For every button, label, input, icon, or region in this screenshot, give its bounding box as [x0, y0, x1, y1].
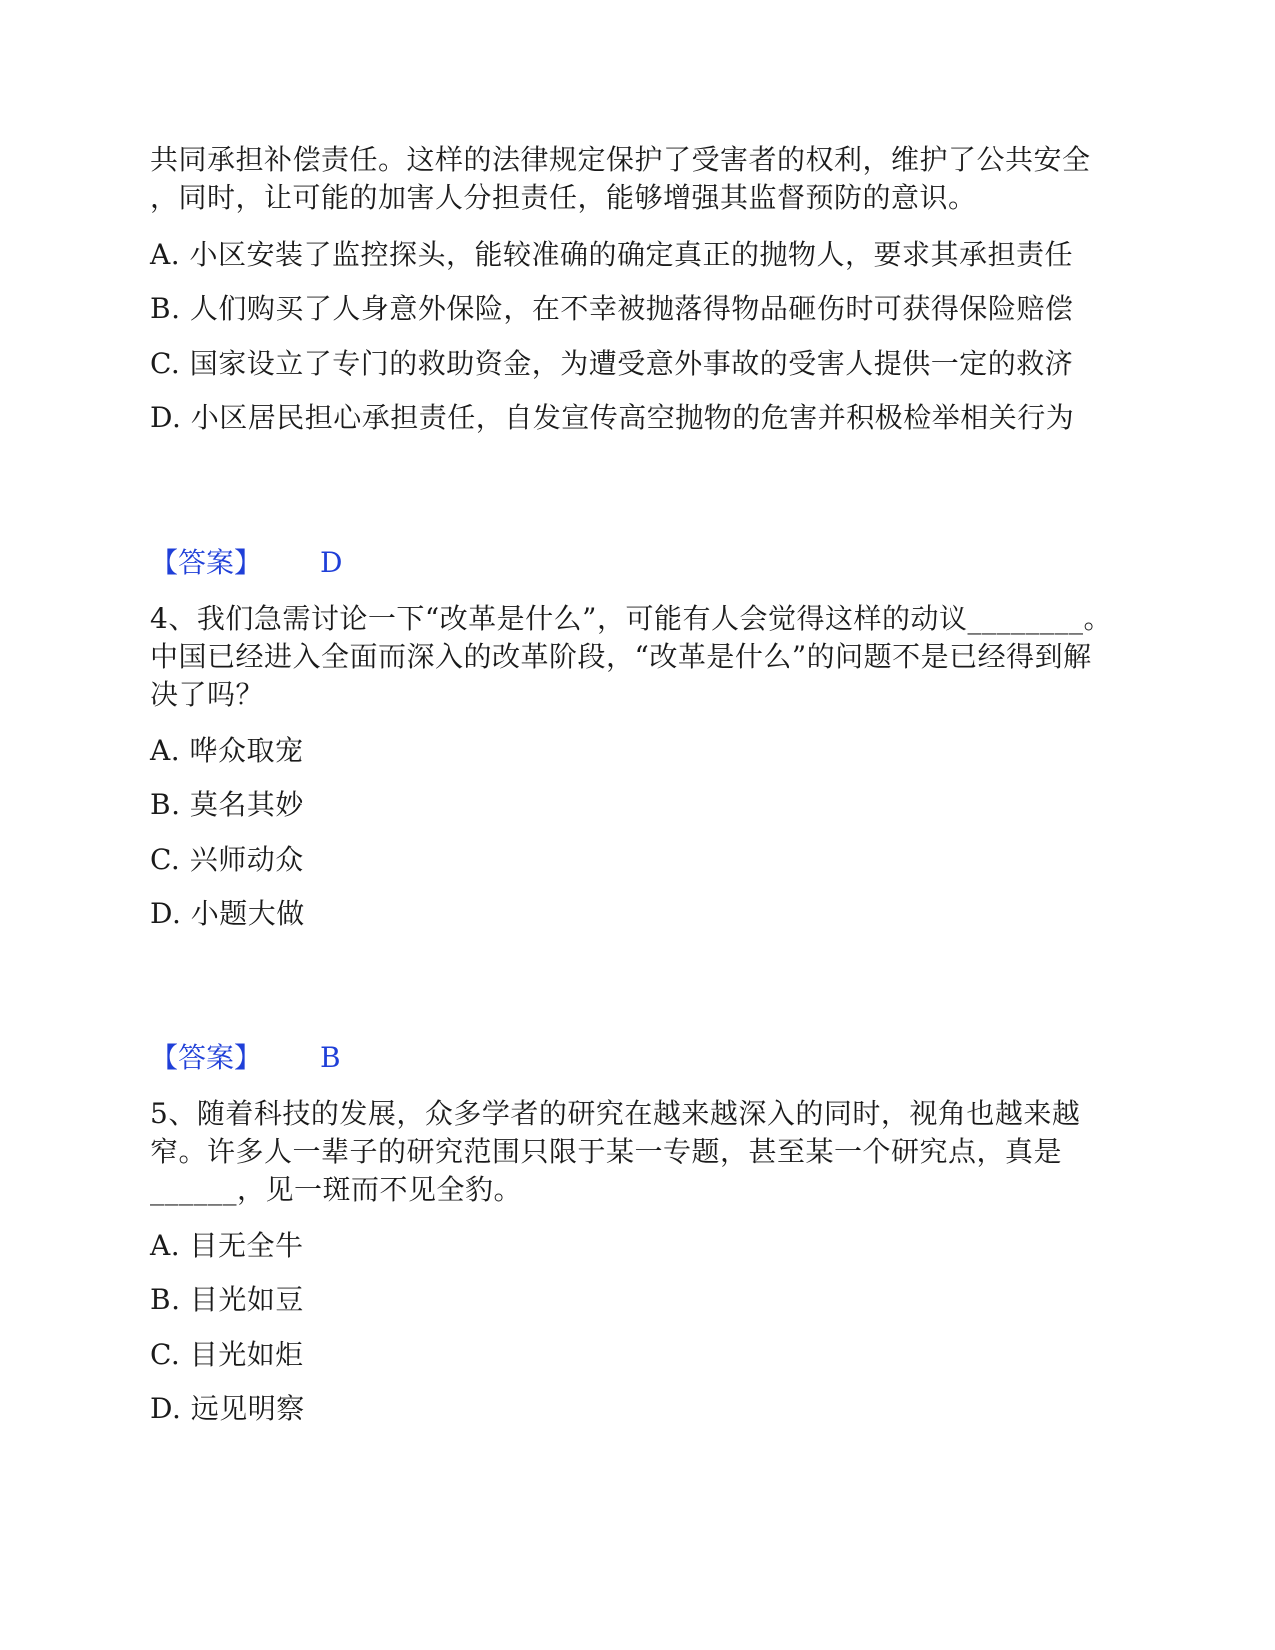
q4-option-b: B. 莫名其妙	[150, 788, 304, 821]
q5-option-d: D. 远见明察	[150, 1392, 305, 1425]
q3-answer	[150, 545, 342, 581]
answer-label: 【答案】	[150, 1041, 263, 1074]
q3-option-a: A. 小区安装了监控探头，能较准确的确定真正的抛物人，要求其承担责任	[150, 238, 1074, 271]
q4-option-a: A. 哗众取宠	[150, 734, 304, 767]
intro-line-1: 共同承担补偿责任。这样的法律规定保护了受害者的权利，维护了公共安全	[150, 143, 1091, 176]
q5-option-a: A. 目无全牛	[150, 1229, 304, 1262]
answer-label: 【答案】	[150, 546, 263, 579]
q4-stem-line-2: 中国已经进入全面而深入的改革阶段，“改革是什么”的问题不是已经得到解	[150, 640, 1092, 673]
q5-stem-line-3: ______，见一斑而不见全豹。	[150, 1173, 523, 1206]
intro-line-2: ，同时，让可能的加害人分担责任，能够增强其监督预防的意识。	[150, 181, 977, 214]
q3-option-c: C. 国家设立了专门的救助资金，为遭受意外事故的受害人提供一定的救济	[150, 347, 1074, 380]
q3-option-b: B. 人们购买了人身意外保险，在不幸被抛落得物品砸伤时可获得保险赔偿	[150, 292, 1074, 325]
q5-stem-line-2: 窄。许多人一辈子的研究范围只限于某一专题，甚至某一个研究点，真是	[150, 1135, 1063, 1168]
q4-stem-line-1: 4、我们急需讨论一下“改革是什么”，可能有人会觉得这样的动议________。	[150, 602, 1112, 635]
q4-answer	[150, 1040, 341, 1076]
q4-option-c: C. 兴师动众	[150, 843, 304, 876]
answer-value: D	[320, 546, 343, 579]
q3-option-d: D. 小区居民担心承担责任，自发宣传高空抛物的危害并积极检举相关行为	[150, 401, 1075, 434]
q5-stem-line-1: 5、随着科技的发展，众多学者的研究在越来越深入的同时，视角也越来越	[150, 1097, 1081, 1130]
answer-value: B	[320, 1041, 341, 1074]
q4-stem-line-3: 决了吗？	[150, 678, 265, 711]
q5-option-c: C. 目光如炬	[150, 1338, 304, 1371]
q5-option-b: B. 目光如豆	[150, 1283, 304, 1316]
q4-option-d: D. 小题大做	[150, 897, 305, 930]
